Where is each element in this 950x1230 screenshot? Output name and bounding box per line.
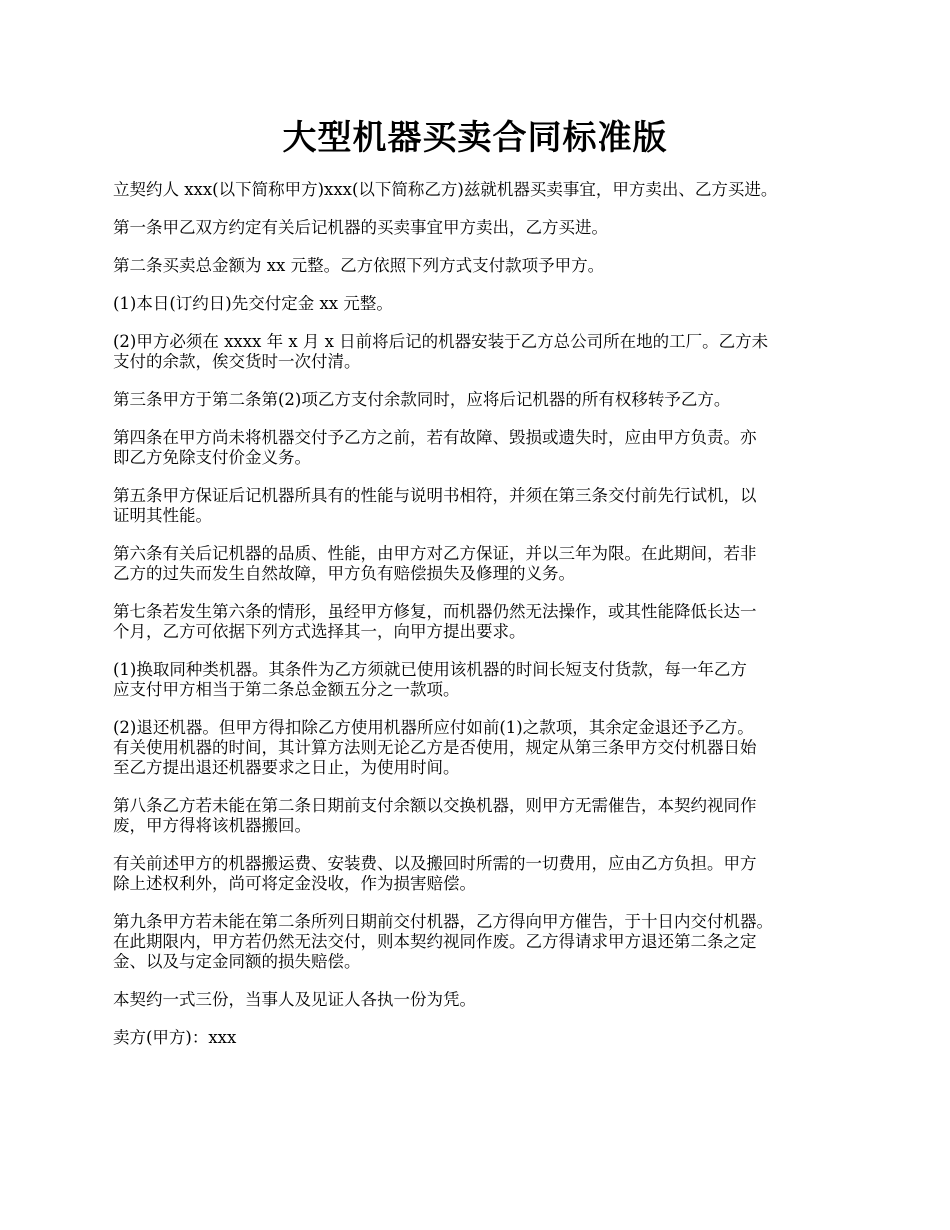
paragraph: 第五条甲方保证后记机器所具有的性能与说明书相符，并须在第三条交付前先行试机，以 证明其性能。 [113, 486, 757, 525]
paragraph: 第六条有关后记机器的品质、性能，由甲方对乙方保证，并以三年为限。在此期间，若非 乙方的过失而发生自然故障，甲方负有赔偿损失及修理的义务。 [113, 544, 757, 583]
seller-signature-line: 卖方(甲方)：xxx [113, 1028, 237, 1047]
paragraph: 本契约一式三份，当事人及见证人各执一份为凭。 [113, 990, 476, 1009]
paragraph: 第四条在甲方尚未将机器交付予乙方之前，若有故障、毁损或遗失时，应由甲方负责。亦 即乙方免除支付价金义务。 [113, 428, 757, 467]
paragraph: (1)本日(订约日)先交付定金 xx 元整。 [113, 294, 393, 313]
paragraph: 有关前述甲方的机器搬运费、安装费、以及搬回时所需的一切费用，应由乙方负担。甲方 除上述权利外，尚可将定金没收，作为损害赔偿。 [113, 854, 757, 893]
paragraph: 第一条甲乙双方约定有关后记机器的买卖事宜甲方卖出，乙方买进。 [113, 218, 608, 237]
paragraph: 第九条甲方若未能在第二条所列日期前交付机器，乙方得向甲方催告，于十日内交付机器。 在此期限内，甲方若仍然无法交付，则本契约视同作废。乙方得请求甲方退还第二条之定 金、以及与定金同额的损失赔偿。 [113, 912, 773, 971]
paragraph: 第八条乙方若未能在第二条日期前支付余额以交换机器，则甲方无需催告，本契约视同作 废，甲方得将该机器搬回。 [113, 796, 757, 835]
paragraph: (2)甲方必须在 xxxx 年 x 月 x 日前将后记的机器安装于乙方总公司所在地的工厂。乙方未 支付的余款，俟交货时一次付清。 [113, 332, 769, 371]
document-title: 大型机器买卖合同标准版 [282, 118, 668, 158]
paragraph: 第七条若发生第六条的情形，虽经甲方修复，而机器仍然无法操作，或其性能降低长达一 个月，乙方可依据下列方式选择其一，向甲方提出要求。 [113, 602, 757, 641]
paragraph: 第三条甲方于第二条第(2)项乙方支付余款同时，应将后记机器的所有权移转予乙方。 [113, 390, 731, 409]
paragraph: (1)换取同种类机器。其条件为乙方须就已使用该机器的时间长短支付货款，每一年乙方 应支付甲方相当于第二条总金额五分之一款项。 [113, 660, 747, 699]
paragraph: 第二条买卖总金额为 xx 元整。乙方依照下列方式支付款项予甲方。 [113, 256, 605, 275]
paragraph: 立契约人 xxx(以下简称甲方)xxx(以下简称乙方)兹就机器买卖事宜，甲方卖出、乙方买进。 [113, 180, 778, 199]
paragraph: (2)退还机器。但甲方得扣除乙方使用机器所应付如前(1)之款项，其余定金退还予乙方。 有关使用机器的时间，其计算方法则无论乙方是否使用，规定从第三条甲方交付机器日始 至乙方提出退还机器要求之日止，为使用时间。 [113, 718, 757, 777]
document-body [113, 180, 853, 1048]
